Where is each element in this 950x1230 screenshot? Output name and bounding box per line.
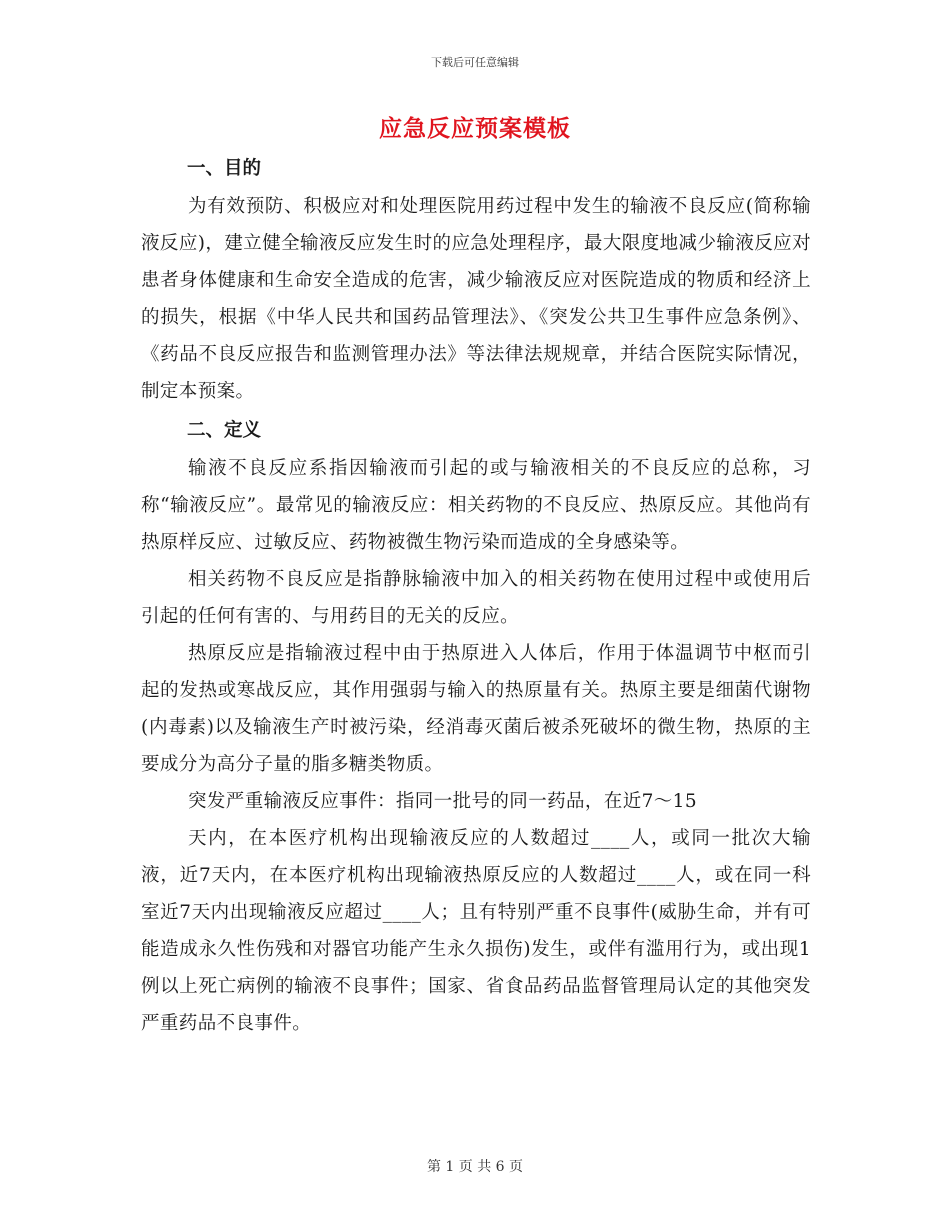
paragraph-definition-drug-reaction: 相关药物不良反应是指静脉输液中加入的相关药物在使用过程中或使用后引起的任何有害的、与用药目的无关的反应。: [141, 569, 811, 627]
paragraph-definition-serious-event-detail: 天内，在本医疗机构出现输液反应的人数超过____人，或同一批次大输液，近7天内，在本医疗机构出现输液热原反应的人数超过____人，或在同一科室近7天内出现输液反应超过____人；且有特别严重不良事件(威胁生命，并有可能造成永久性伤残和对器官功能产生永久损伤)发生，或伴有滥用行为，或出现1例以上死亡病例的输液不良事件；国家、省食品药品监督管理局认定的其他突发严重药品不良事件。: [141, 828, 811, 1034]
document-title: 应急反应预案模板: [379, 116, 571, 142]
page-number: 第 1 页 共 6 页: [426, 1159, 524, 1175]
section-heading-definition: 二、定义: [187, 420, 262, 441]
paragraph-definition-pyrogen-reaction: 热原反应是指输液过程中由于热原进入人体后，作用于体温调节中枢而引起的发热或寒战反应，其作用强弱与输入的热原量有关。热原主要是细菌代谢物(内毒素)以及输液生产时被污染，经消毒灭菌后被杀死破坏的微生物，热原的主要成分为高分子量的脂多糖类物质。: [141, 643, 811, 775]
header-note: 下载后可任意编辑: [431, 56, 519, 69]
paragraph-purpose: 为有效预防、积极应对和处理医院用药过程中发生的输液不良反应(简称输液反应)，建立健全输液反应发生时的应急处理程序，最大限度地减少输液反应对患者身体健康和生命安全造成的危害，减少输液反应对医院造成的物质和经济上的损失，根据《中华人民共和国药品管理法》、《突发公共卫生事件应急条例》、《药品不良反应报告和监测管理办法》等法律法规规章，并结合医院实际情况，制定本预案。: [141, 196, 811, 402]
document-body: [141, 150, 811, 1042]
paragraph-definition-infusion-reaction: 输液不良反应系指因输液而引起的或与输液相关的不良反应的总称，习称“输液反应”。最常见的输液反应：相关药物的不良反应、热原反应。其他尚有热原样反应、过敏反应、药物被微生物污染而造成的全身感染等。: [141, 458, 811, 553]
paragraph-definition-serious-event-lead: 突发严重输液反应事件：指同一批号的同一药品，在近7～15: [188, 791, 698, 812]
section-heading-purpose: 一、目的: [187, 158, 262, 179]
